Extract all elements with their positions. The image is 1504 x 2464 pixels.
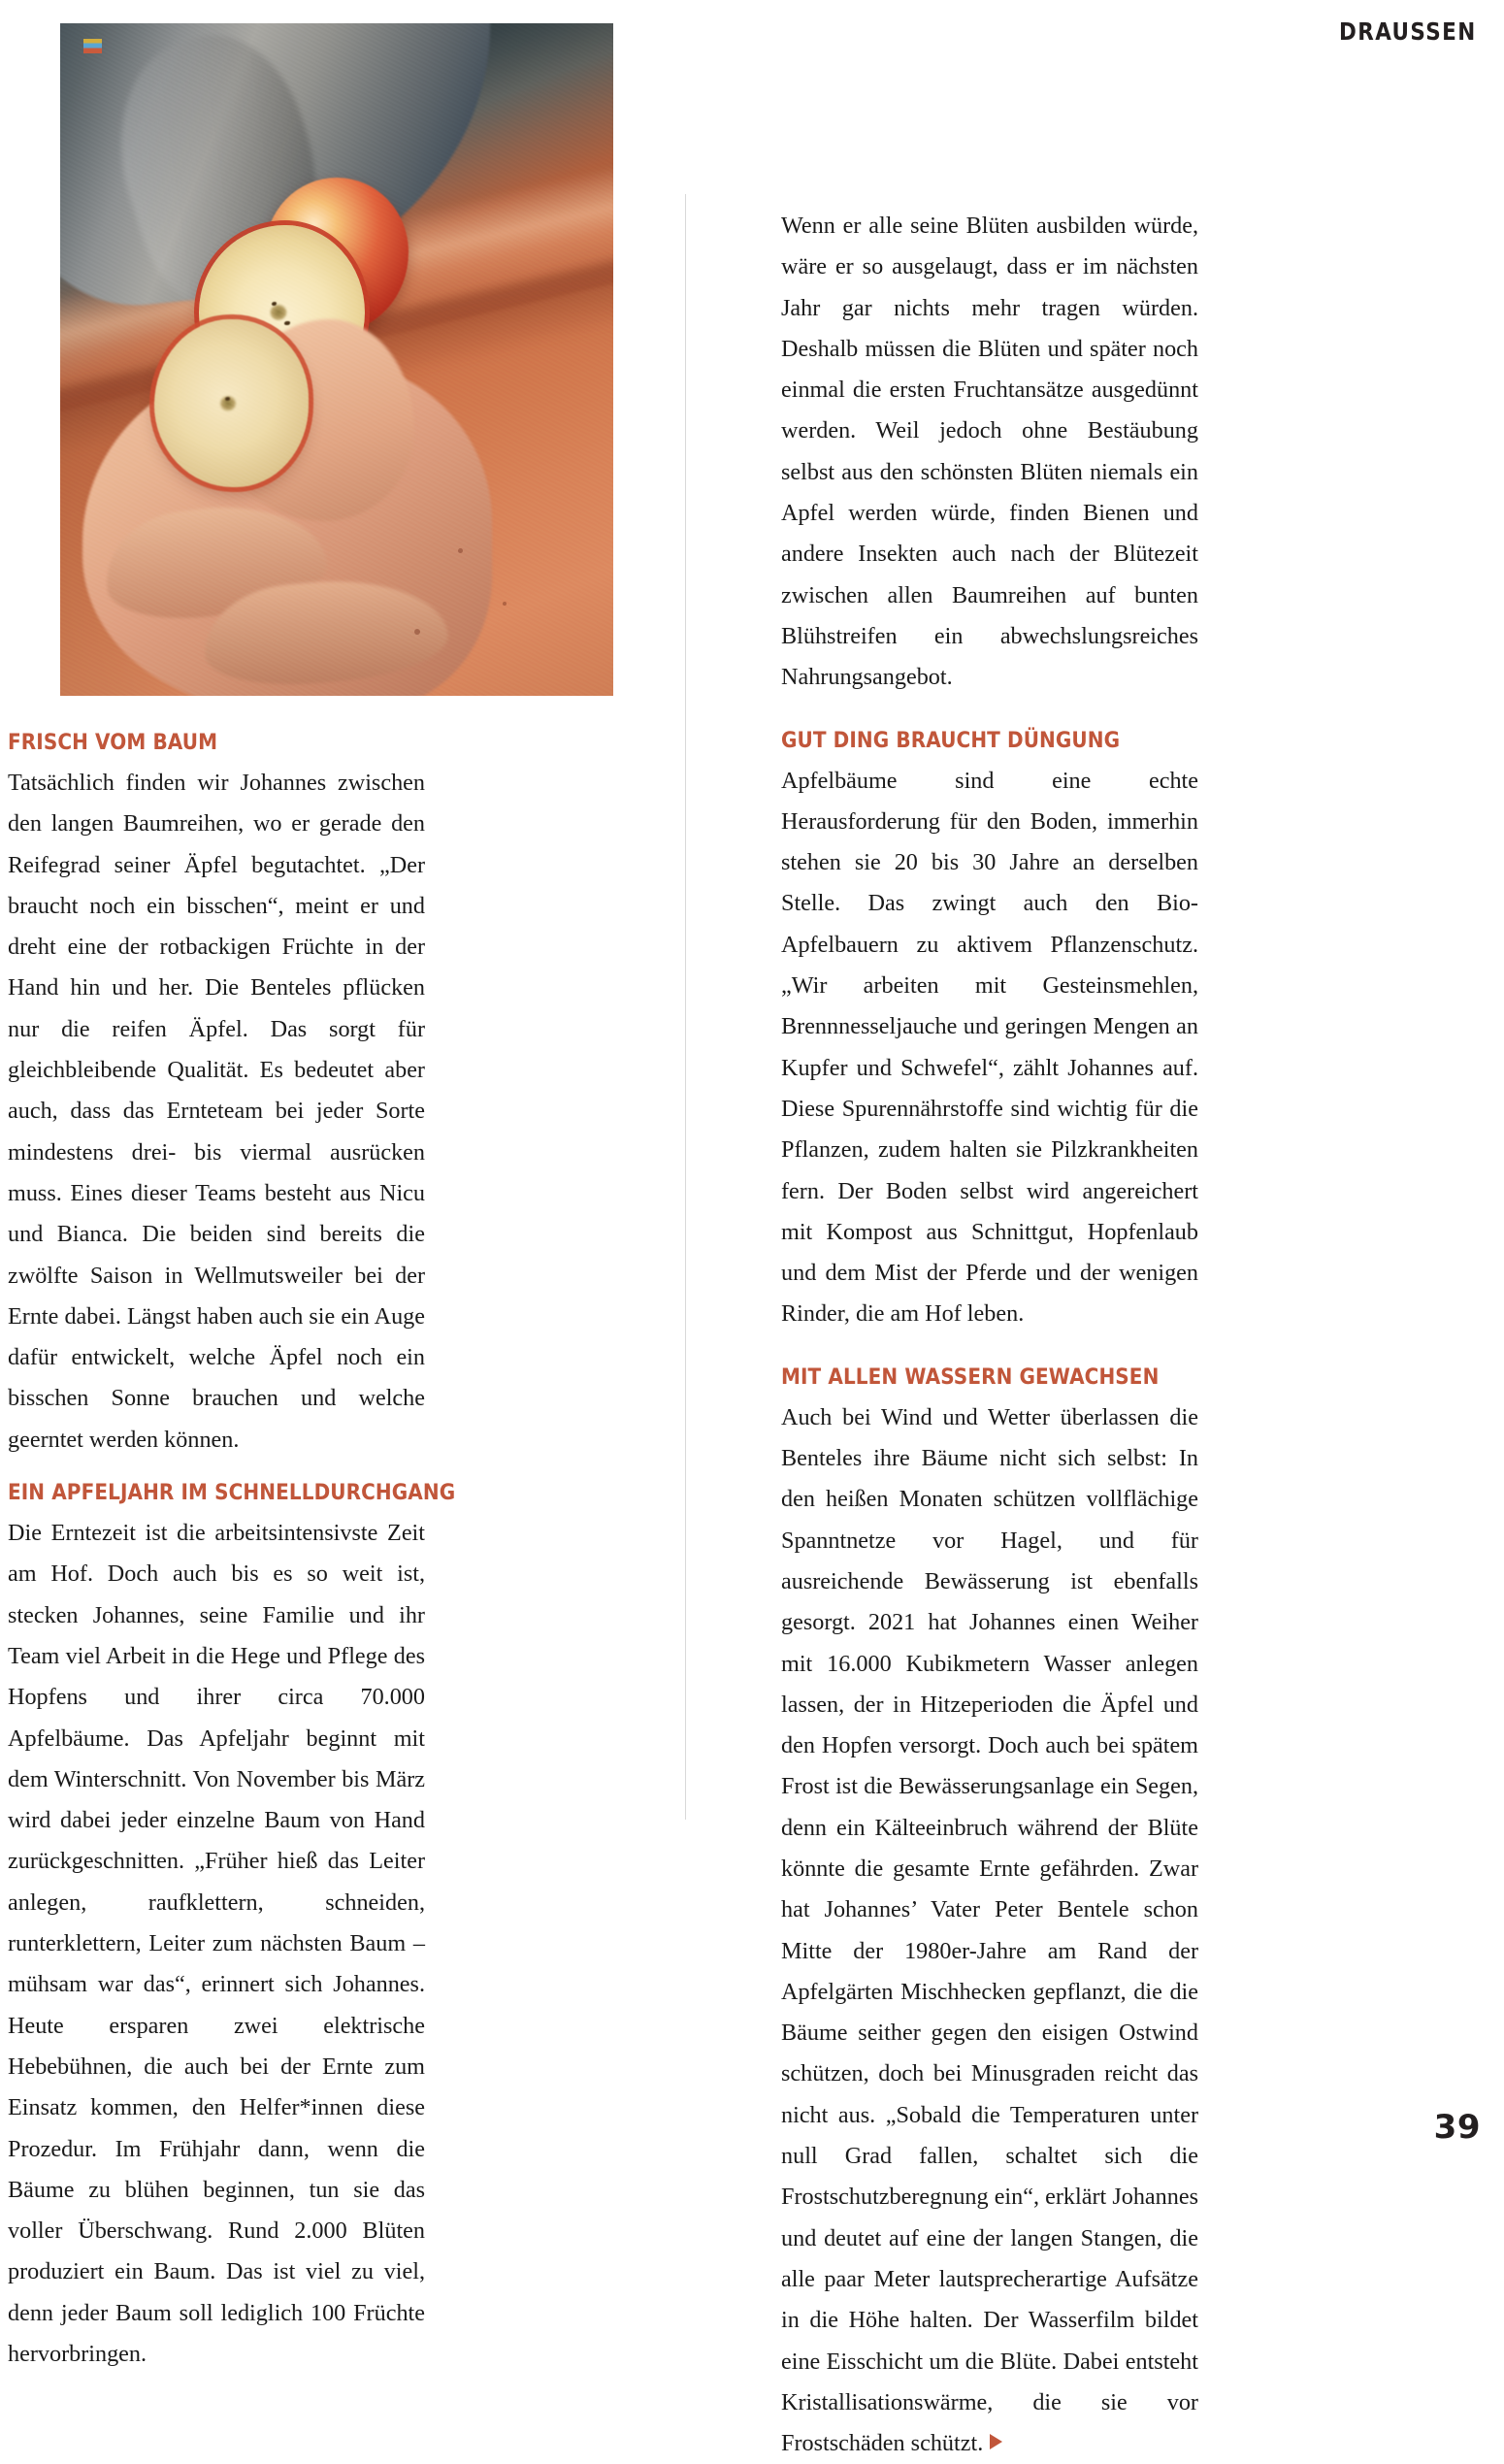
body-paragraph-final (781, 1397, 1198, 2464)
section-heading-mit-allen-wassern-gewachsen: MIT ALLEN WASSERN GEWACHSEN (781, 1363, 1160, 1390)
section-heading-gut-ding-braucht-duengung: GUT DING BRAUCHT DÜNGUNG (781, 727, 1121, 753)
running-header: DRAUSSEN (1339, 17, 1477, 46)
body-paragraph: Die Erntezeit ist die arbeitsintensivste Zeit am Hof. Doch auch bis es so weit ist, stecken Johannes, seine Familie und ihr Team viel Arbeit in die Hege und Pflege des Hopfens und ihrer circa 70.000 Apfelbäume. Das Apfeljahr beginnt mit dem Winterschnitt. Von November bis März wird dabei jeder einzelne Baum von Hand zurückgeschnitten. „Früher hieß das Leiter anlegen, raufklettern, schneiden, runterklettern, Leiter zum nächsten Baum – mühsam war das“, erinnert sich Johannes. Heute ersparen zwei elektrische Hebebühnen, die auch bei der Ernte zum Einsatz kommen, den Helfer*innen diese Prozedur. Im Frühjahr dann, wenn die Bäume zu blühen beginnen, tun sie das voller Überschwang. Rund 2.000 Blüten produziert ein Baum. Das ist viel zu viel, denn jeder Baum soll lediglich 100 Früchte hervorbringen. (8, 1520, 425, 2367)
continue-arrow-icon (990, 2434, 1002, 2449)
body-paragraph: Wenn er alle seine Blüten ausbilden würde, wäre er so ausgelaugt, dass er im nächsten Jahr gar nichts mehr tragen würden. Deshalb müssen die Blüten und später noch einmal die ersten Fruchtansätze ausgedünnt werden. Weil jedoch ohne Bestäubung selbst aus den schönsten Blüten niemals ein Apfel werden würde, finden Bienen und andere Insekten auch nach der Blütezeit zwischen allen Baumreihen auf bunten Blühstreifen ein abwechslungsreiches Nahrungsangebot. (781, 213, 1198, 691)
body-paragraph: Tatsächlich finden wir Johannes zwischen den langen Baumreihen, wo er gerade den Reifegrad seiner Äpfel begutachtet. „Der braucht noch ein bisschen“, meint er und dreht eine der rotbackigen Früchte in der Hand hin und her. Die Benteles pflücken nur die reifen Äpfel. Das sorgt für gleichbleibende Qualität. Es bedeutet aber auch, dass das Ernteteam bei jeder Sorte mindestens drei- bis viermal ausrücken muss. Eines dieser Teams besteht aus Nicu und Bianca. Die beiden sind bereits die zwölfte Saison in Wellmutsweiler bei der Ernte dabei. Längst haben auch sie ein Auge dafür entwickelt, welche Äpfel noch ein bisschen Sonne brauchen und welche geerntet werden können. (8, 770, 425, 1453)
article-photo (60, 23, 613, 696)
column-divider (685, 194, 686, 1820)
page-number: 39 (1433, 2108, 1481, 2147)
left-column (8, 730, 456, 2375)
paragraph-spacer (8, 1461, 425, 1480)
photo-grain (60, 23, 613, 696)
body-paragraph: Apfelbäume sind eine echte Herausforderung für den Boden, immerhin stehen sie 20 bis 30 Jahre an derselben Stelle. Das zwingt auch den Bio-Apfelbauern zu aktivem Pflanzenschutz. „Wir arbeiten mit Gesteinsmehlen, Brennnesseljauche und geringen Mengen an Kupfer und Schwefel“, zählt Johannes auf. Diese Spurennährstoffe sind wichtig für die Pflanzen, zudem halten sie Pilzkrankheiten fern. Der Boden selbst wird angereichert mit Kompost aus Schnittgut, Hopfenlaub und dem Mist der Pferde und der wenigen Rinder, die am Hof leben. (781, 767, 1198, 1328)
color-chip-icon (83, 39, 102, 53)
body-paragraph-final-text: Auch bei Wind und Wetter überlassen die Benteles ihre Bäume nicht sich selbst: In den heißen Monaten schützen vollflächige Spanntnetze vor Hagel, und für ausreichende Bewässerung ist ebenfalls gesorgt. 2021 hat Johannes einen Weiher mit 16.000 Kubikmetern Wasser anlegen lassen, der in Hitzeperioden die Äpfel und den Hopfen versorgt. Doch auch bei spätem Frost ist die Bewässerungsanlage ein Segen, denn ein Kälteeinbruch während der Blüte könnte die gesamte Ernte gefährden. Zwar hat Johannes’ Vater Peter Bentele schon Mitte der 1980er-Jahre am Rand der Apfelgärten Mischhecken gepflanzt, die die Bäume seither gegen den eisigen Ostwind schützen, doch bei Minusgraden reicht das nicht aus. „Sobald die Temperaturen unter null Grad fallen, schaltet sich die Frostschutzberegnung ein“, erklärt Johannes und deutet auf eine der langen Stangen, die alle paar Meter lautsprecherartige Aufsätze in die Höhe halten. Der Wasserfilm bildet eine Eisschicht um die Blüte. Dabei entsteht Kristallisationswärme, die sie vor Frostschäden schützt. (781, 1403, 1198, 2457)
right-column (781, 206, 1198, 2464)
section-heading-ein-apfeljahr: EIN APFELJAHR IM SCHNELLDURCHGANG (8, 1480, 456, 1506)
photo-artwork (60, 23, 613, 696)
section-heading-frisch-vom-baum: FRISCH VOM BAUM (8, 730, 218, 755)
